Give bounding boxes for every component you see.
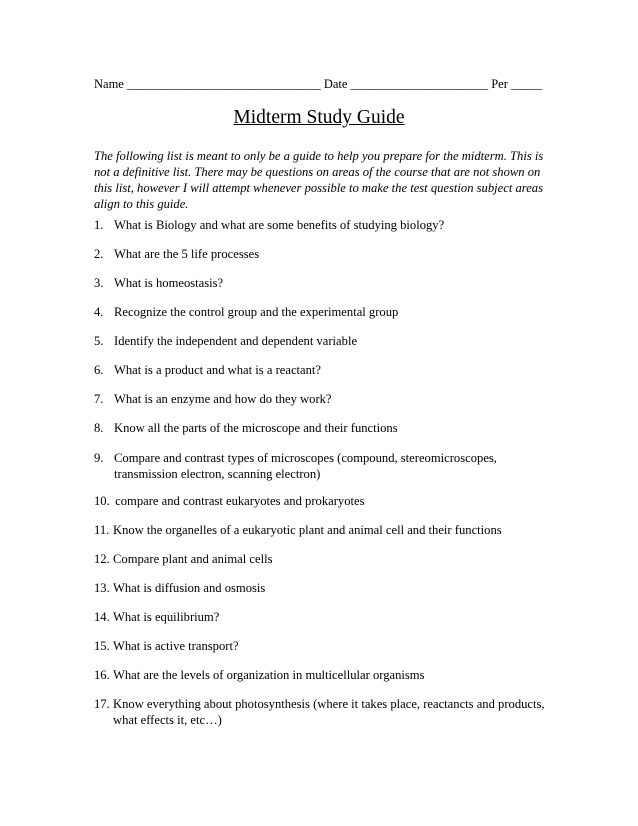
item-text: Identify the independent and dependent variable (114, 334, 358, 348)
item-text: What is homeostasis? (114, 276, 224, 290)
item-number: 1. (94, 218, 104, 232)
list-item (94, 581, 550, 597)
list-item (94, 392, 550, 408)
item-text: What is a product and what is a reactant? (114, 363, 322, 377)
list-item (94, 494, 550, 510)
item-number: 6. (94, 363, 104, 377)
list-item (94, 276, 550, 292)
item-number: 14. (94, 610, 110, 624)
item-number: 12. (94, 552, 110, 566)
item-number: 3. (94, 276, 104, 290)
item-text: What is active transport? (113, 639, 239, 653)
item-text: Know the organelles of a eukaryotic plant and animal cell and their functions (113, 523, 502, 537)
list-item (94, 305, 550, 321)
item-number: 16. (94, 668, 110, 682)
item-number: 10. (94, 494, 110, 508)
item-text: Recognize the control group and the experimental group (114, 305, 399, 319)
list-item (94, 218, 550, 234)
item-number: 17. (94, 697, 110, 711)
list-item (94, 421, 550, 437)
item-text: What are the levels of organization in multicellular organisms (113, 668, 425, 682)
list-item (94, 247, 550, 263)
item-number: 13. (94, 581, 110, 595)
item-text: compare and contrast eukaryotes and prokaryotes (112, 494, 365, 508)
item-number: 11. (94, 523, 110, 537)
item-text: Know all the parts of the microscope and their functions (114, 421, 398, 435)
item-text: What is equilibrium? (113, 610, 220, 624)
page-title: Midterm Study Guide (233, 107, 405, 128)
name-date-period-line: Name _______________________________ Date ______________________ Per _____ (94, 77, 543, 91)
list-item (94, 363, 550, 379)
item-text: Compare plant and animal cells (113, 552, 273, 566)
item-text: What is diffusion and osmosis (113, 581, 266, 595)
list-item (94, 668, 550, 684)
item-number: 9. (94, 451, 104, 465)
list-item (94, 334, 550, 350)
item-text: Compare and contrast types of microscopes (compound, stereomicroscopes, transmission electron, scanning electron) (114, 451, 497, 481)
list-item (94, 610, 550, 626)
list-item (94, 451, 550, 482)
list-item (94, 552, 550, 568)
list-item (94, 639, 550, 655)
item-number: 4. (94, 305, 104, 319)
item-text: What are the 5 life processes (114, 247, 260, 261)
list-item (94, 697, 550, 728)
item-number: 15. (94, 639, 110, 653)
item-number: 7. (94, 392, 104, 406)
item-number: 5. (94, 334, 104, 348)
list-item (94, 523, 550, 539)
item-text: What is an enzyme and how do they work? (114, 392, 332, 406)
item-text: Know everything about photosynthesis (where it takes place, reactancts and products, what effects it, etc…) (113, 697, 545, 727)
intro-paragraph: The following list is meant to only be a guide to help you prepare for the midterm. This is not a definitive list. There may be questions on areas of the course that are not shown on this list, however I will attempt whenever possible to make the test question subject areas align to this guide. (94, 149, 544, 211)
item-text: What is Biology and what are some benefits of studying biology? (114, 218, 445, 232)
item-number: 8. (94, 421, 104, 435)
item-number: 2. (94, 247, 104, 261)
